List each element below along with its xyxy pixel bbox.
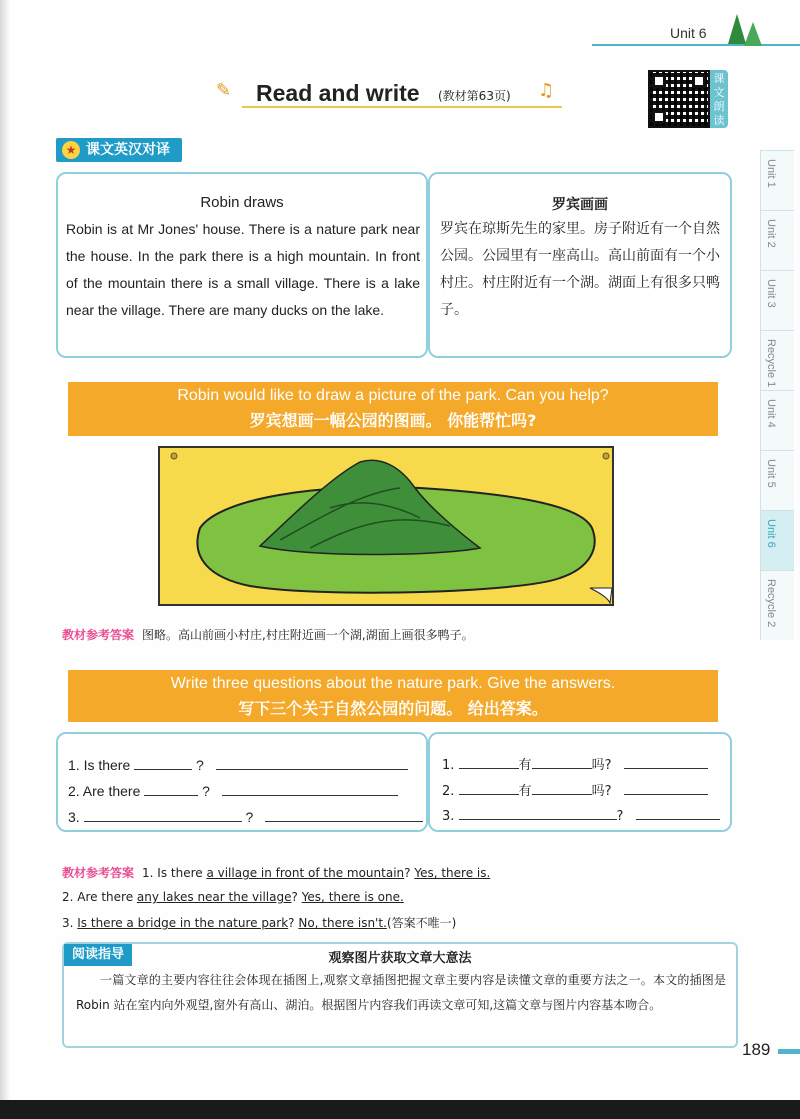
- qr-corner: [692, 74, 706, 88]
- q2-prefix: 2. Are there: [68, 783, 141, 799]
- answer1-text: 图略。高山前画小村庄,村庄附近画一个湖,湖面上画很多鸭子。: [142, 628, 474, 642]
- question3-cn: [442, 806, 720, 824]
- pin-icon: [171, 453, 177, 459]
- side-tab-label: Unit 4: [765, 399, 777, 428]
- answer2-badge: 教材参考答案: [62, 866, 135, 880]
- side-tab-label: Unit 1: [765, 159, 777, 188]
- answer-text: ?: [288, 916, 299, 930]
- answer2-line3: [62, 914, 456, 931]
- scan-bottom-edge: [0, 1100, 800, 1119]
- answer-underlined: Yes, there is.: [414, 866, 491, 880]
- answer-underlined: No, there isn't.: [298, 916, 387, 930]
- pencil-icon: ✎: [216, 80, 232, 101]
- q-number: 2.: [442, 784, 455, 799]
- blank-input[interactable]: [532, 781, 592, 795]
- task1-banner: [68, 382, 718, 436]
- q-word: 有: [518, 758, 532, 773]
- unit-header: [592, 22, 800, 46]
- answer-note: (答案不唯一): [386, 916, 457, 930]
- answer-blank[interactable]: [624, 755, 708, 769]
- qr-corner: [652, 110, 666, 124]
- park-drawing-area[interactable]: [158, 446, 614, 606]
- q-number: 3.: [442, 809, 455, 824]
- side-tab-label: Recycle 2: [765, 579, 777, 628]
- english-passage: Robin is at Mr Jones' house. There is a nature park near the house. In the park there is a high mountain. In front of the mountain there is a small village. There is a lake near the village. There are many ducks on the lake.: [66, 221, 420, 318]
- qr-corner: [652, 74, 666, 88]
- answer-underlined: Yes, there is one.: [301, 890, 404, 904]
- side-tab-label: Recycle 1: [765, 339, 777, 388]
- question2-en: [68, 782, 398, 799]
- english-questions-box: [56, 732, 428, 832]
- blank-input[interactable]: [459, 755, 519, 769]
- answer-underlined: a village in front of the mountain: [206, 866, 405, 880]
- blank-input[interactable]: [84, 808, 242, 822]
- tree-icon: [744, 22, 762, 46]
- task1-chinese: 罗宾想画一幅公园的图画。 你能帮忙吗?: [249, 411, 537, 430]
- q3-prefix: 3.: [68, 809, 80, 825]
- question2-cn: [442, 780, 708, 799]
- side-tab-label: Unit 3: [765, 279, 777, 308]
- pin-icon: [603, 453, 609, 459]
- answer-text: 1. Is there: [142, 866, 207, 880]
- qr-audio-tab[interactable]: 课文朗读: [710, 70, 728, 128]
- q-mark: ?: [196, 757, 204, 773]
- task2-chinese: 写下三个关于自然公园的问题。 给出答案。: [238, 699, 548, 718]
- title-text: Read and write: [256, 80, 420, 106]
- answer-blank[interactable]: [624, 781, 708, 795]
- mountain-illustration: [160, 448, 612, 604]
- guide-badge: 阅读指导: [64, 944, 132, 966]
- blank-input[interactable]: [459, 806, 617, 820]
- header-rule: [592, 44, 800, 46]
- task2-english: Write three questions about the nature park. Give the answers.: [170, 675, 616, 692]
- page-edge-shadow: [0, 0, 10, 1119]
- english-title: Robin draws: [200, 194, 284, 211]
- side-tab-label: Unit 2: [765, 219, 777, 248]
- answer-blank[interactable]: [265, 808, 423, 822]
- answer-text: 2. Are there: [62, 890, 137, 904]
- q-number: 1.: [442, 758, 455, 773]
- chinese-passage: 罗宾在琼斯先生的家里。房子附近有一个自然公园。公园里有一座高山。高山前面有一个小村庄。村庄附近有一个湖。湖面上有很多只鸭子。: [440, 221, 720, 318]
- section-title: [212, 74, 572, 114]
- page-number: 189: [742, 1040, 771, 1059]
- answer-text: 3.: [62, 916, 78, 930]
- page-number-bar: [778, 1049, 800, 1054]
- side-tab-recycle2[interactable]: [760, 570, 794, 640]
- answer2-line1: [62, 864, 490, 881]
- answer2-line2: [62, 890, 404, 904]
- answer-blank[interactable]: [216, 756, 408, 770]
- paper-curl: [590, 588, 612, 603]
- qr-code[interactable]: [648, 70, 710, 128]
- blank-input[interactable]: [459, 781, 519, 795]
- answer-blank[interactable]: [636, 806, 720, 820]
- blank-input[interactable]: [144, 782, 198, 796]
- q-mark: ?: [202, 783, 210, 799]
- q-word: 吗?: [591, 784, 612, 799]
- guide-title: 观察图片获取文章大意法: [328, 951, 472, 966]
- chinese-text-box: [428, 172, 732, 358]
- task2-banner: [68, 670, 718, 722]
- question1-cn: [442, 754, 708, 773]
- chinese-questions-box: [428, 732, 732, 832]
- answer-text: ?: [291, 890, 302, 904]
- side-tab-label: Unit 6: [765, 519, 777, 548]
- answer-blank[interactable]: [222, 782, 398, 796]
- answer1-badge: 教材参考答案: [62, 628, 135, 642]
- answer1-line: [62, 626, 474, 643]
- question1-en: [68, 756, 408, 773]
- section-label-text: 课文英汉对译: [86, 142, 170, 158]
- reading-guide-box: [62, 942, 738, 1048]
- q-mark: ?: [245, 809, 254, 825]
- answer-underlined: any lakes near the village: [136, 890, 292, 904]
- blank-input[interactable]: [134, 756, 192, 770]
- q-word: 吗?: [591, 758, 612, 773]
- q-mark: ?: [616, 809, 624, 824]
- answer-text: ?: [404, 866, 415, 880]
- answer-underlined: Is there a bridge in the nature park: [77, 916, 289, 930]
- question3-en: [68, 808, 423, 825]
- title-page-ref: (教材第63页): [438, 89, 511, 103]
- q-word: 有: [518, 784, 532, 799]
- translation-section-label: [56, 138, 182, 162]
- side-tab-label: Unit 5: [765, 459, 777, 488]
- task1-english: Robin would like to draw a picture of the park. Can you help?: [177, 387, 609, 404]
- english-text-box: [56, 172, 428, 358]
- headphones-icon: ♫: [538, 80, 555, 101]
- chinese-title: 罗宾画画: [552, 197, 608, 213]
- guide-body: 一篇文章的主要内容往往会体现在插图上,观察文章插图把握文章主要内容是读懂文章的重要方法之一。本文的插图是 Robin 站在室内向外观望,窗外有高山、湖泊。根据图片内容我们再读文章可知,这篇文章与图片内容基本吻合。: [76, 973, 726, 1012]
- blank-input[interactable]: [532, 755, 592, 769]
- q1-prefix: 1. Is there: [68, 757, 131, 773]
- unit-label: Unit 6: [670, 25, 707, 41]
- star-icon: ★: [62, 141, 80, 159]
